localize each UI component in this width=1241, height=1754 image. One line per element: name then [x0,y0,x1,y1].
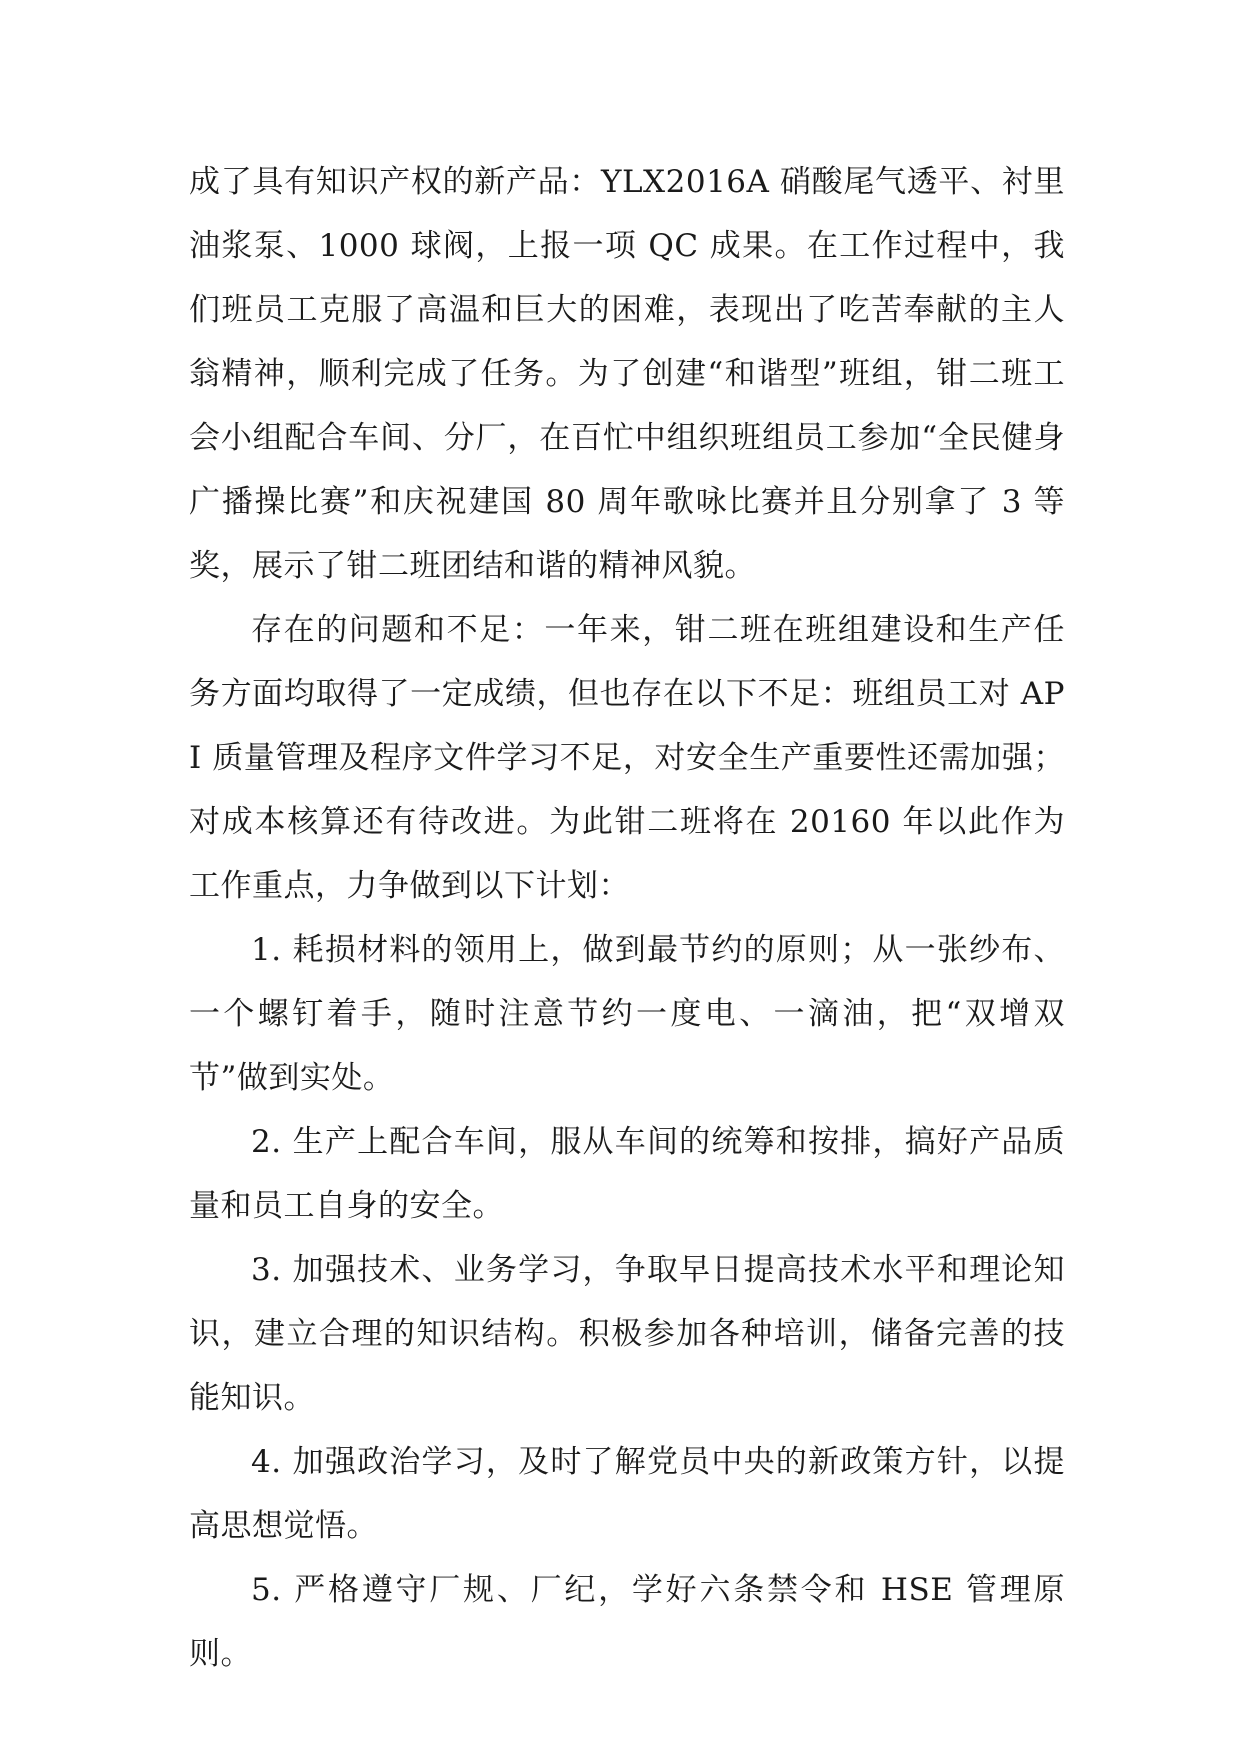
plan-item-1: 1. 耗损材料的领用上，做到最节约的原则；从一张纱布、一个螺钉着手，随时注意节约一度电、一滴油，把“双增双节”做到实处。 [189,932,1065,1096]
plan-item-3: 3. 加强技术、业务学习，争取早日提高技术水平和理论知识，建立合理的知识结构。积极参加各种培训，储备完善的技能知识。 [189,1252,1065,1416]
plan-item-4: 4. 加强政治学习，及时了解党员中央的新政策方针，以提高思想觉悟。 [189,1444,1065,1544]
paragraph-achievements: 成了具有知识产权的新产品：YLX2016A 硝酸尾气透平、衬里油浆泵、1000 球阀，上报一项 QC 成果。在工作过程中，我们班员工克服了高温和巨大的困难，表现出了吃苦奉献的主人翁精神，顺利完成了任务。为了创建“和谐型”班组，钳二班工会小组配合车间、分厂，在百忙中组织班组员工参加“全民健身广播操比赛”和庆祝建国 80 周年歌咏比赛并且分别拿了 3 等奖，展示了钳二班团结和谐的精神风貌。 [189,164,1065,584]
plan-item-5: 5. 严格遵守厂规、厂纪，学好六条禁令和 HSE 管理原则。 [189,1572,1065,1672]
paragraph-problems: 存在的问题和不足：一年来，钳二班在班组建设和生产任务方面均取得了一定成绩，但也存在以下不足：班组员工对 API 质量管理及程序文件学习不足，对安全生产重要性还需加强；对成本核算还有待改进。为此钳二班将在 20160 年以此作为工作重点，力争做到以下计划： [189,612,1065,904]
plan-item-2: 2. 生产上配合车间，服从车间的统筹和按排，搞好产品质量和员工自身的安全。 [189,1124,1065,1224]
document-body [189,150,1065,1686]
